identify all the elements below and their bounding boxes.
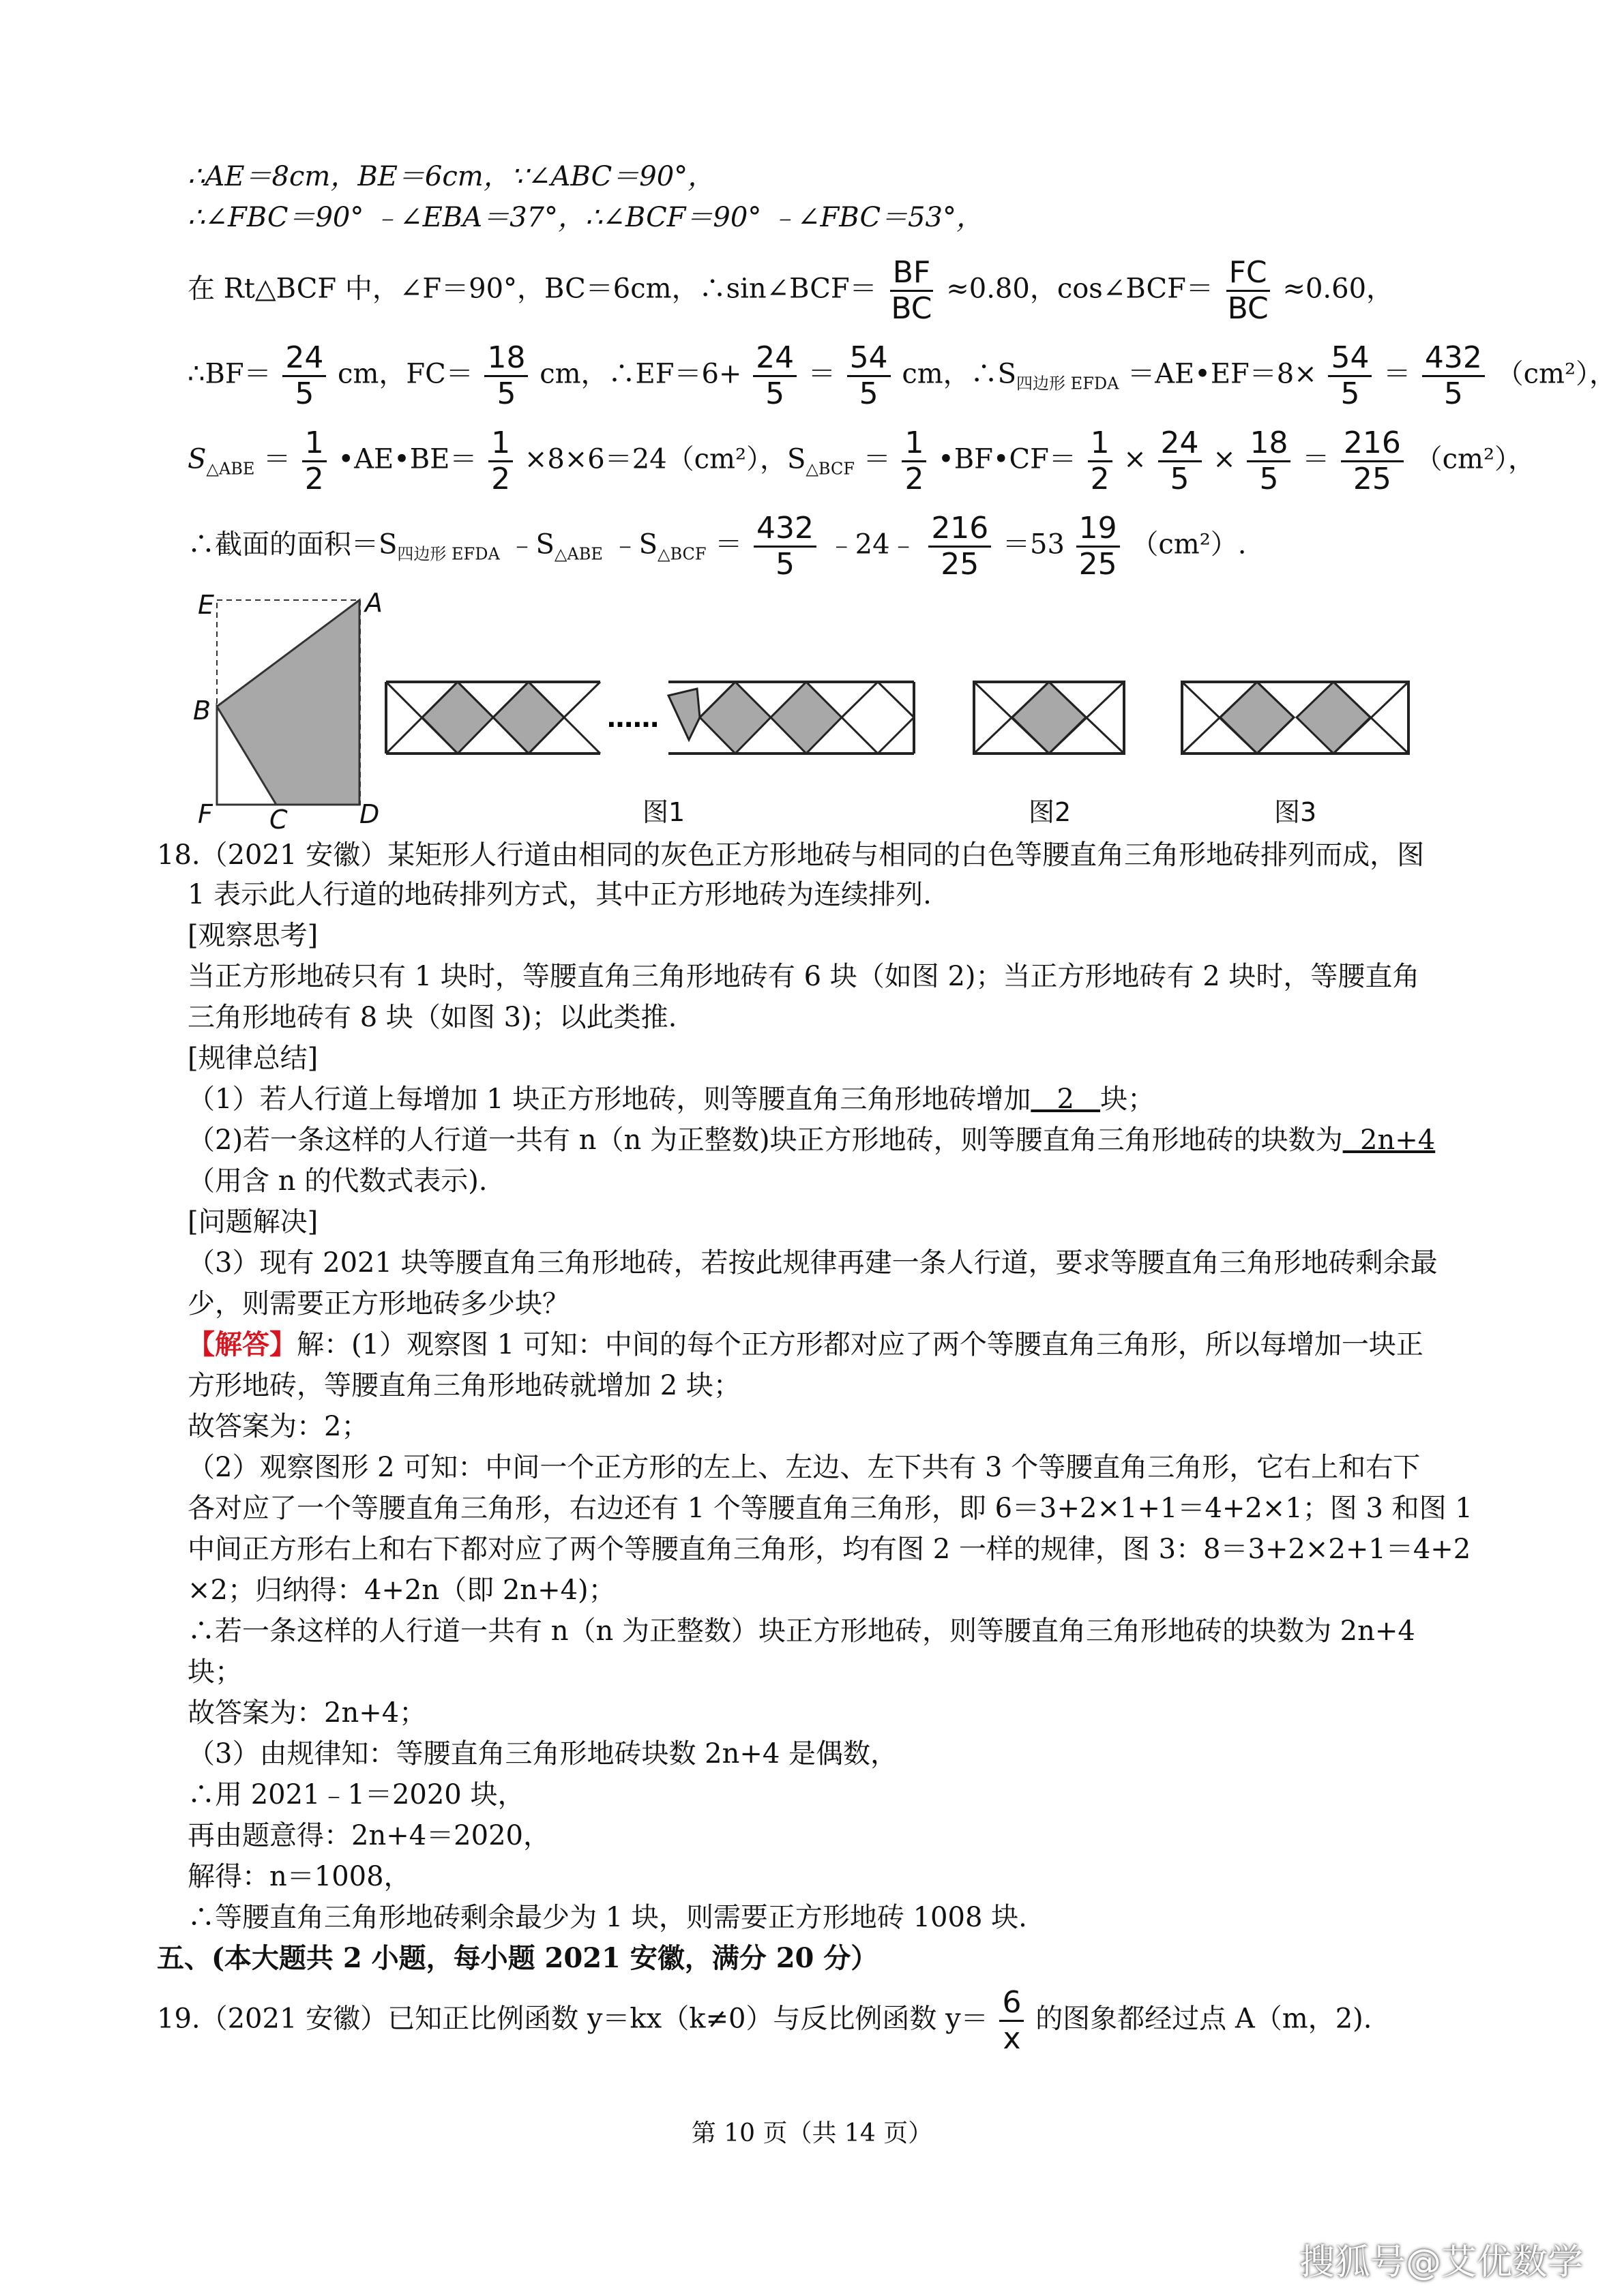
q18-line-9: （用含 n 的代数式表示).: [188, 1165, 488, 1197]
denominator: 5: [775, 547, 795, 582]
text: ﹣24﹣: [827, 528, 917, 561]
subscript: △BCF: [806, 459, 855, 479]
q18-line-11: （3）现有 2021 块等腰直角三角形地砖，若按此规律再建一条人行道，要求等腰直角三角形地砖剩余最: [188, 1247, 1438, 1279]
figure1-right-segment: [668, 682, 914, 754]
text: ﹣S: [611, 528, 658, 561]
numerator: 24: [282, 341, 326, 377]
text: （cm²）.: [1131, 528, 1247, 561]
q18-solution-10: 故答案为：2n+4；: [188, 1697, 427, 1729]
q18-solution-15: ∴等腰直角三角形地砖剩余最少为 1 块，则需要正方形地砖 1008 块.: [188, 1902, 1027, 1933]
text: ＝: [808, 358, 836, 390]
numerator: 24: [753, 341, 797, 377]
subscript: △ABE: [554, 544, 603, 564]
text: ＝AE•EF＝8×: [1127, 358, 1317, 390]
denominator: 5: [859, 376, 879, 411]
subscript: △ABE: [206, 459, 255, 479]
figure3-diagram: [1182, 682, 1408, 754]
page-footer: 第 10 页（共 14 页）: [691, 2119, 933, 2147]
point-label-d: D: [359, 799, 380, 829]
q18-solution-14: 解得：n＝1008，: [188, 1861, 411, 1892]
figure2-diagram: [974, 682, 1124, 754]
text: ≈0.60，: [1282, 273, 1394, 305]
q18-solution-1: [188, 1327, 1423, 1362]
subscript: △BCF: [657, 544, 707, 564]
q18-solution-3: 故答案为：2；: [188, 1411, 369, 1442]
text: cm，∴S: [902, 358, 1017, 390]
denominator: 2: [904, 462, 924, 496]
q18-solution-11: （3）由规律知：等腰直角三角形地砖块数 2n+4 是偶数，: [188, 1738, 898, 1770]
denominator: x: [1003, 2021, 1021, 2056]
section-heading-5: 五、(本大题共 2 小题，每小题 2021 安徽，满分 20 分）: [157, 1942, 879, 1974]
text: ＝: [1383, 358, 1411, 390]
figure1-caption: 图1: [643, 797, 685, 827]
gray-square-tile: [668, 689, 700, 740]
text: •BF•CF＝: [938, 443, 1076, 475]
denominator: 2: [491, 462, 511, 496]
denominator: 5: [1340, 376, 1360, 411]
numerator: 18: [484, 341, 528, 377]
text: 在 Rt△BCF 中，∠F＝90°，BC＝6cm，∴sin∠BCF＝: [188, 273, 877, 305]
watermark: 搜狐号@艾优数学: [1299, 2242, 1583, 2283]
gray-square-tile: [422, 682, 493, 754]
gray-square-tile: [1220, 682, 1294, 754]
numerator: 6: [999, 1986, 1024, 2022]
text: ＝: [1302, 443, 1330, 475]
text: S: [188, 443, 207, 475]
text: ＝: [863, 443, 891, 475]
q18-line-5: 三角形地砖有 8 块（如图 3)；以此类推.: [188, 1002, 677, 1033]
numerator: 19: [1076, 511, 1120, 548]
gray-square-tile: [700, 682, 771, 754]
gray-square-tile: [493, 682, 564, 754]
text: 块；: [1100, 1084, 1155, 1115]
text: 解：(1）观察图 1 可知：中间的每个正方形都对应了两个等腰直角三角形，所以每增加一块正: [297, 1329, 1423, 1360]
text: 的图象都经过点 A（m，2).: [1035, 2003, 1372, 2035]
q18-solution-4: （2）观察图形 2 可知：中间一个正方形的左上、左边、左下共有 3 个等腰直角三角形，它右上和右下: [188, 1452, 1421, 1483]
denominator: 2: [1090, 462, 1110, 496]
gray-square-tile: [771, 682, 842, 754]
text: ∴BF＝: [188, 358, 271, 390]
denominator: BC: [1227, 291, 1269, 326]
numerator: 18: [1247, 426, 1290, 462]
point-label-f: F: [198, 799, 213, 829]
numerator: FC: [1226, 256, 1270, 292]
numerator: 54: [1328, 341, 1372, 377]
text: ≈0.80，cos∠BCF＝: [946, 273, 1213, 305]
numerator: 432: [1422, 341, 1485, 377]
denominator: 25: [1353, 462, 1391, 496]
figure1-left-segment: [386, 682, 600, 754]
answer-blank-1: 2: [1031, 1084, 1101, 1115]
denominator: 5: [1443, 376, 1463, 411]
q18-solution-9: 块；: [188, 1656, 242, 1688]
q18-line-1: 18.（2021 安徽）某矩形人行道由相同的灰色正方形地砖与相同的白色等腰直角三角形地砖排列而成，图: [157, 839, 1425, 871]
point-label-e: E: [198, 590, 215, 620]
denominator: 25: [1078, 547, 1117, 582]
point-label-b: B: [193, 696, 211, 726]
gray-square-tile: [1012, 682, 1086, 754]
q18-line-12: 少，则需要正方形地砖多少块？: [188, 1288, 570, 1320]
q19-line-1: [157, 1986, 1372, 2056]
q18-line-8: [188, 1122, 1435, 1158]
denominator: 5: [765, 376, 785, 411]
pentagon-figure: [217, 600, 360, 805]
numerator: 216: [928, 511, 991, 548]
denominator: 5: [295, 376, 314, 411]
text: 19.（2021 安徽）已知正比例函数 y＝kx（k≠0）与反比例函数 y＝: [157, 2003, 988, 2035]
denominator: 5: [1170, 462, 1190, 496]
numerator: 216: [1341, 426, 1404, 462]
q18-line-7: [188, 1082, 1155, 1117]
numerator: 1: [1088, 426, 1112, 462]
text: （cm²），: [1496, 358, 1616, 390]
numerator: 1: [902, 426, 926, 462]
text: cm，∴EF＝6+: [540, 358, 742, 390]
text: （1）若人行道上每增加 1 块正方形地砖，则等腰直角三角形地砖增加: [188, 1084, 1031, 1115]
denominator: BC: [891, 291, 932, 326]
solution-line-2: ∴∠FBC＝90° ﹣∠EBA＝37°，∴∠BCF＝90° ﹣∠FBC＝53°，: [188, 202, 984, 233]
ellipsis-dots: ……: [607, 703, 659, 733]
q18-solution-5: 各对应了一个等腰直角三角形，右边还有 1 个等腰直角三角形，即 6＝3+2×1+1＝4+2×1；图 3 和图 1: [188, 1493, 1473, 1524]
denominator: 2: [304, 462, 324, 496]
q18-line-2: 1 表示此人行道的地砖排列方式，其中正方形地砖为连续排列.: [188, 879, 932, 910]
denominator: 5: [497, 376, 516, 411]
numerator: 1: [302, 426, 327, 462]
q18-line-6: [规律总结]: [188, 1043, 319, 1074]
solution-line-1: ∴AE＝8cm，BE＝6cm，∵∠ABC＝90°，: [188, 161, 715, 192]
figure3-caption: 图3: [1274, 797, 1317, 827]
gray-square-tile: [1297, 682, 1370, 754]
text: ×: [1123, 443, 1147, 475]
text: ﹣S: [508, 528, 555, 561]
q18-solution-6: 中间正方形右上和右下都对应了两个等腰直角三角形，均有图 2 一样的规律，图 3：8＝3+2×2+1＝4+2: [188, 1534, 1471, 1565]
subscript: 四边形 EFDA: [397, 544, 500, 564]
q18-solution-13: 再由题意得：2n+4＝2020，: [188, 1820, 550, 1851]
q18-solution-2: 方形地砖，等腰直角三角形地砖就增加 2 块；: [188, 1370, 741, 1401]
point-label-c: C: [269, 805, 288, 835]
text: cm，FC＝: [338, 358, 473, 390]
q18-solution-8: ∴若一条这样的人行道一共有 n（n 为正整数）块正方形地砖，则等腰直角三角形地砖的块数为 2n+4: [188, 1615, 1415, 1647]
numerator: 54: [847, 341, 891, 377]
figure2-caption: 图2: [1029, 797, 1072, 827]
numerator: 432: [754, 511, 816, 548]
q18-line-10: [问题解决]: [188, 1206, 319, 1238]
q18-solution-7: ×2；归纳得：4+2n（即 2n+4)；: [188, 1575, 616, 1606]
answer-blank-2: 2n+4: [1342, 1124, 1436, 1156]
text: （cm²），: [1415, 443, 1535, 475]
numerator: 1: [488, 426, 513, 462]
text: ×: [1213, 443, 1236, 475]
text: ∴截面的面积＝S: [188, 528, 398, 561]
subscript: 四边形 EFDA: [1016, 374, 1119, 393]
denominator: 25: [941, 547, 979, 582]
text: ×8×6＝24（cm²），S: [524, 443, 806, 475]
q18-line-3: [观察思考]: [188, 920, 319, 951]
q18-solution-12: ∴用 2021﹣1＝2020 块，: [188, 1779, 525, 1810]
point-label-a: A: [365, 588, 383, 618]
q18-line-4: 当正方形地砖只有 1 块时，等腰直角三角形地砖有 6 块（如图 2)；当正方形地砖有 2 块时，等腰直角: [188, 961, 1420, 992]
numerator: BF: [890, 256, 934, 292]
text: （2)若一条这样的人行道一共有 n（n 为正整数)块正方形地砖，则等腰直角三角形地砖的块数为: [188, 1124, 1343, 1156]
answer-tag: 【解答】: [188, 1328, 297, 1360]
text: ＝53: [1003, 528, 1065, 561]
numerator: 24: [1158, 426, 1202, 462]
denominator: 5: [1259, 462, 1279, 496]
text: ＝: [263, 443, 291, 475]
text: ＝: [715, 528, 743, 561]
fraction: [999, 1986, 1024, 2056]
text: •AE•BE＝: [338, 443, 477, 475]
